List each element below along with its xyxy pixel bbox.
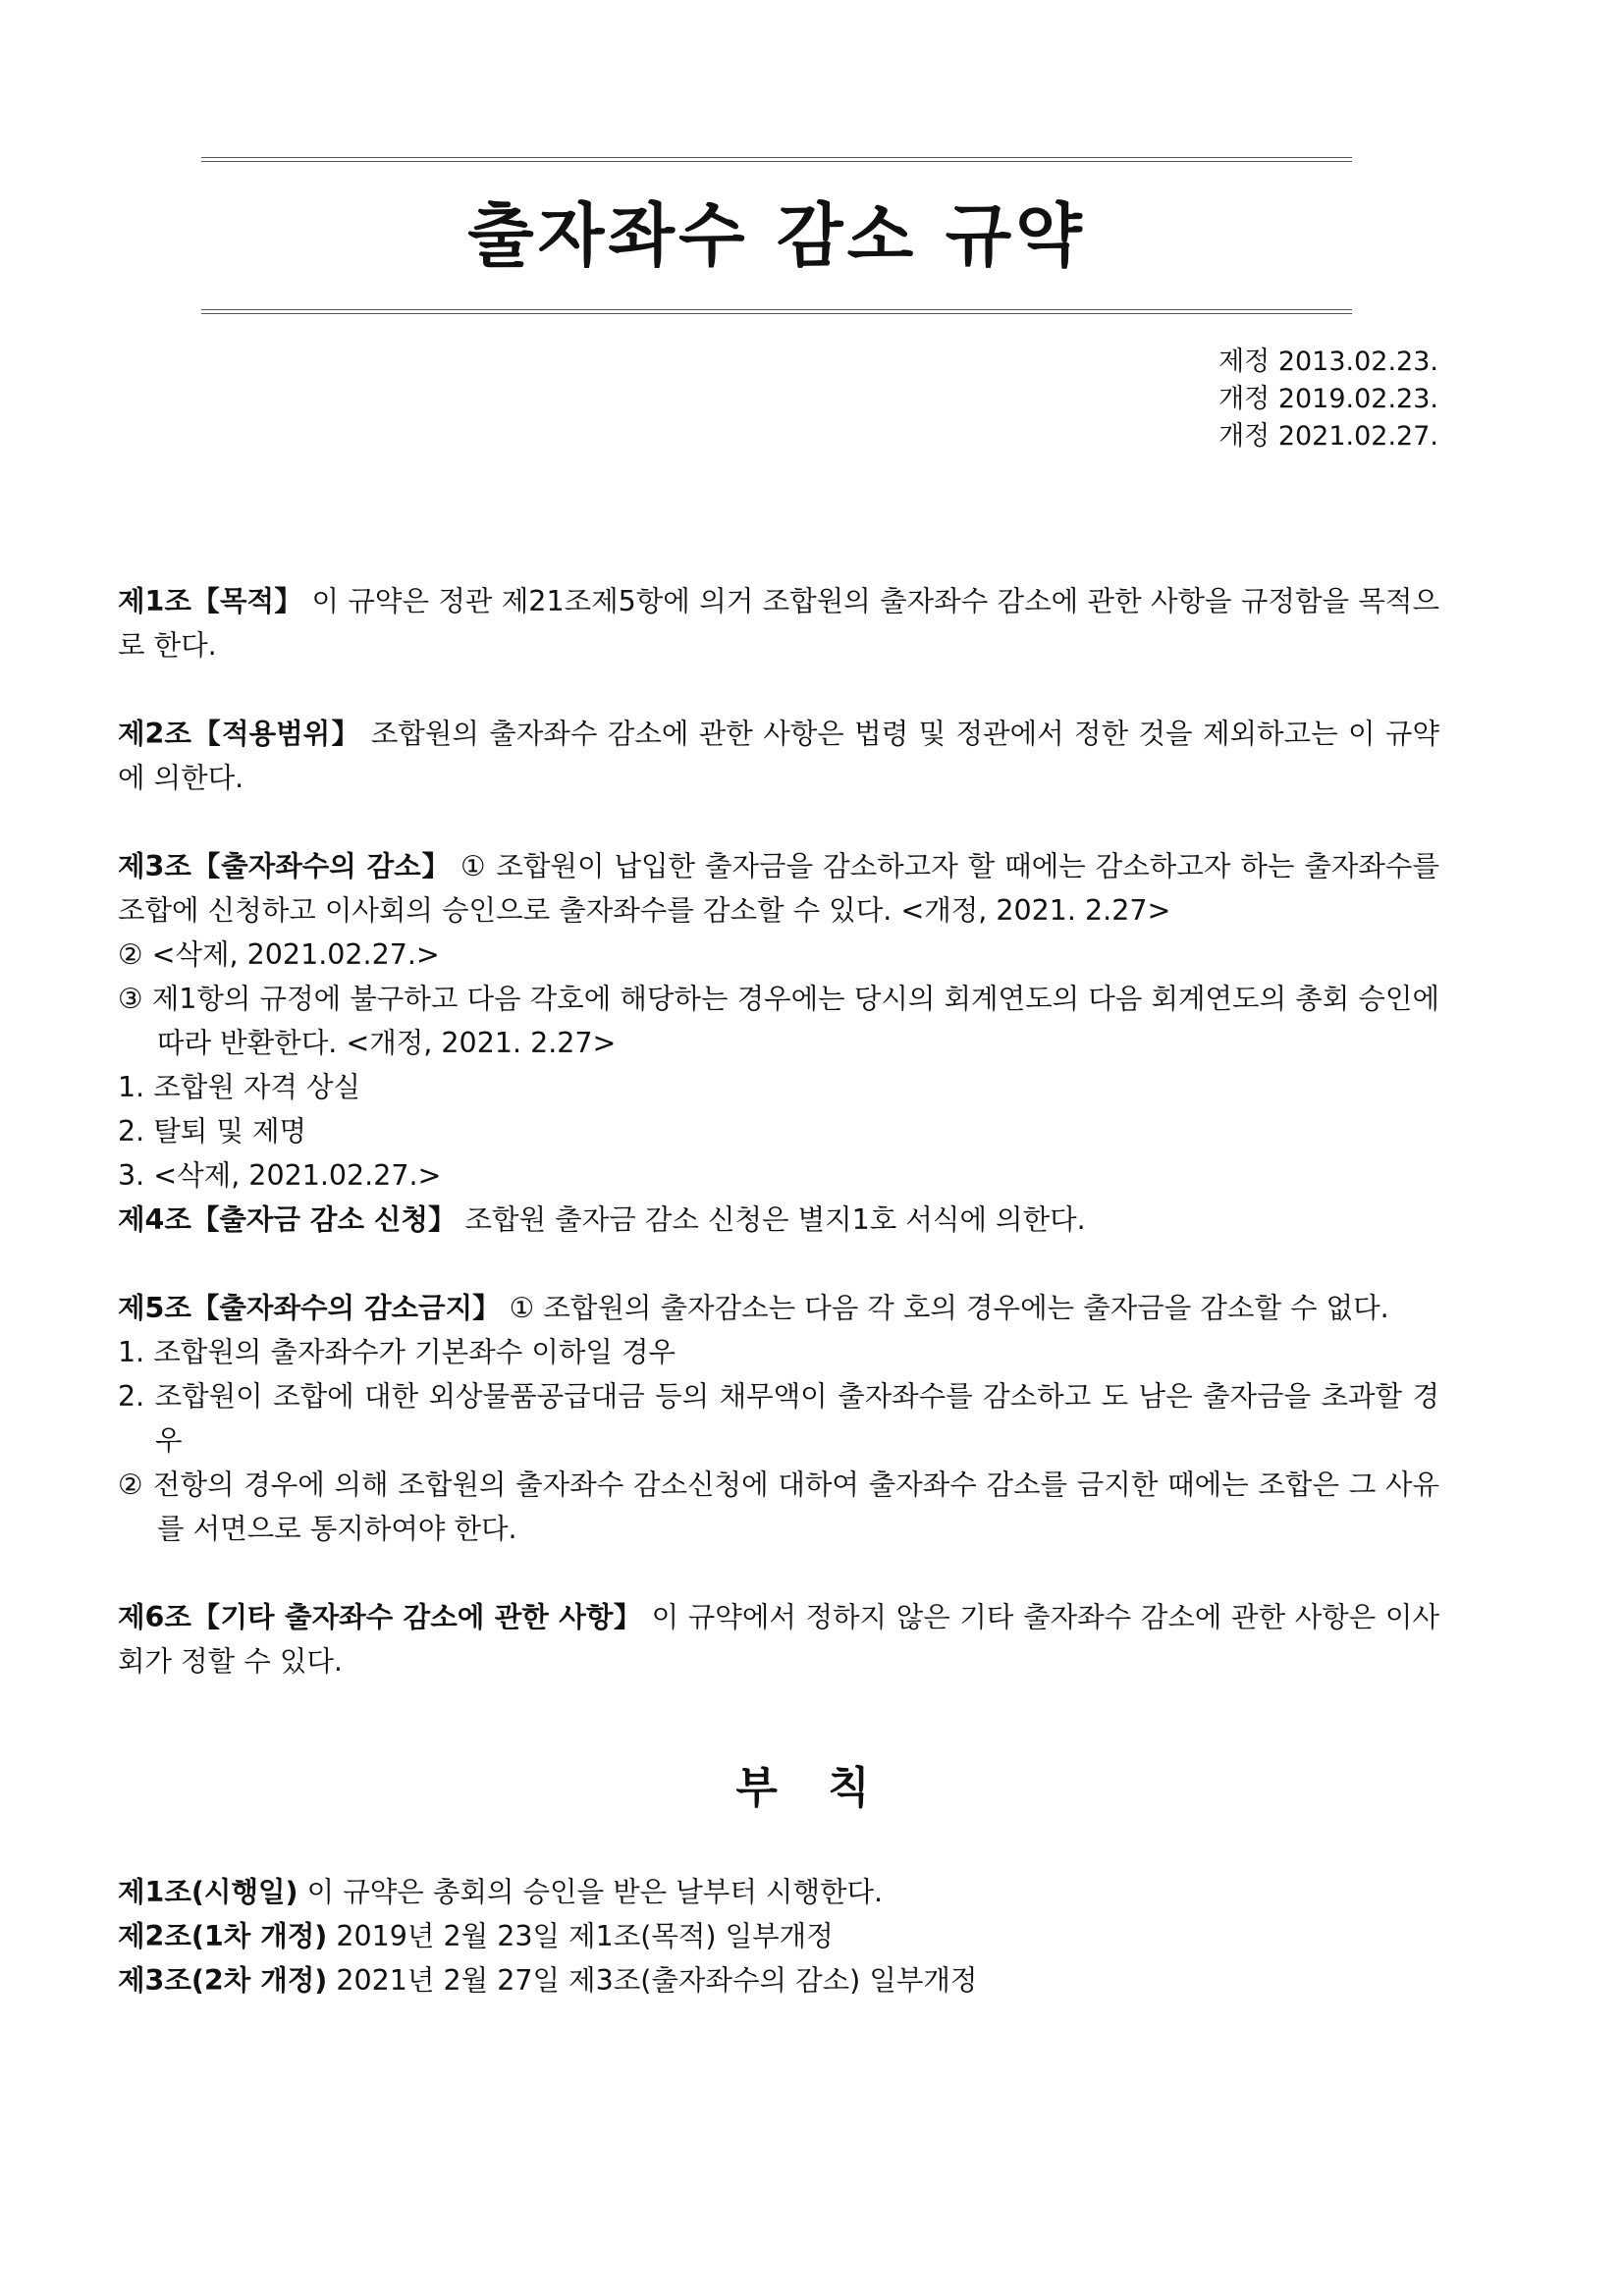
date-revised-2: 개정 2021.02.27.	[1218, 421, 1438, 452]
list-item: 2. 탈퇴 및 제명	[118, 1115, 307, 1148]
article-4	[118, 1198, 1439, 1242]
article-3-paragraph-2: ② <삭제, 2021.02.27.>	[118, 938, 440, 971]
title-rule-top	[201, 157, 1352, 162]
addenda-body	[118, 1870, 1439, 2002]
date-revised-1: 개정 2019.02.23.	[1218, 384, 1438, 414]
article-3	[118, 844, 1439, 933]
article-text: 조합원의 출자좌수 감소에 관한 사항은 법령 및 정관에서 정한 것을 제외하고는 이 규약에 의한다.	[118, 718, 1439, 794]
article-heading: 제6조【기타 출자좌수 감소에 관한 사항】	[118, 1601, 642, 1633]
article-heading: 제2조(1차 개정)	[118, 1920, 328, 1952]
article-heading: 제4조【출자금 감소 신청】	[118, 1203, 457, 1236]
article-heading: 제5조【출자좌수의 감소금지】	[118, 1292, 501, 1324]
addenda-article-3	[118, 1958, 1439, 2002]
article-heading: 제1조(시행일)	[118, 1876, 298, 1908]
addenda-article-1	[118, 1870, 1439, 1914]
article-text: 조합원 출자금 감소 신청은 별지1호 서식에 의한다.	[456, 1203, 1086, 1236]
date-enacted: 제정 2013.02.23.	[1218, 347, 1438, 377]
article-3-paragraph-3: ③ 제1항의 규정에 불구하고 다음 각호에 해당하는 경우에는 당시의 회계연도의 다음 회계연도의 총회 승인에 따라 반환한다. <개정, 2021. 2.27>	[118, 983, 1439, 1059]
article-text: ① 조합원의 출자감소는 다음 각 호의 경우에는 출자금을 감소할 수 없다.	[500, 1292, 1389, 1324]
list-item: 1. 조합원의 출자좌수가 기본좌수 이하일 경우	[118, 1336, 676, 1368]
list-item: 1. 조합원 자격 상실	[118, 1071, 361, 1103]
title-block	[201, 157, 1352, 314]
addenda-title: 부 칙	[735, 1763, 888, 1813]
article-heading: 제3조(2차 개정)	[118, 1964, 328, 1997]
article-text: 2021년 2월 27일 제3조(출자좌수의 감소) 일부개정	[327, 1964, 978, 1997]
article-1	[118, 579, 1439, 667]
article-heading: 제1조【목적】	[118, 585, 303, 617]
article-text: 이 규약은 총회의 승인을 받은 날부터 시행한다.	[298, 1876, 884, 1908]
article-heading: 제3조【출자좌수의 감소】	[118, 850, 452, 882]
document-title: 출자좌수 감소 규약	[467, 195, 1086, 276]
document-body	[118, 579, 1439, 1683]
list-item: 2. 조합원이 조합에 대한 외상물품공급대금 등의 채무액이 출자좌수를 감소하고 도 남은 출자금을 초과할 경우	[118, 1380, 1439, 1457]
article-text: 이 규약은 정관 제21조제5항에 의거 조합원의 출자좌수 감소에 관한 사항을 규정함을 목적으로 한다.	[118, 585, 1439, 662]
list-item: 3. <삭제, 2021.02.27.>	[118, 1159, 442, 1192]
addenda-article-2	[118, 1914, 1439, 1958]
article-5	[118, 1286, 1439, 1330]
article-text: 2019년 2월 23일 제1조(목적) 일부개정	[327, 1920, 834, 1952]
article-text: ① 조합원이 납입한 출자금을 감소하고자 할 때에는 감소하고자 하는 출자좌수를 조합에 신청하고 이사회의 승인으로 출자좌수를 감소할 수 있다. <개정, 2021. 2.27>	[118, 850, 1439, 927]
article-6	[118, 1595, 1439, 1683]
revision-dates	[1218, 344, 1438, 455]
article-text: 이 규약에서 정하지 않은 기타 출자좌수 감소에 관한 사항은 이사회가 정할 수 있다.	[118, 1601, 1439, 1678]
article-heading: 제2조【적용범위】	[118, 718, 361, 750]
article-2	[118, 712, 1439, 800]
article-5-paragraph-2: ② 전항의 경우에 의해 조합원의 출자좌수 감소신청에 대하여 출자좌수 감소를 금지한 때에는 조합은 그 사유를 서면으로 통지하여야 한다.	[118, 1468, 1439, 1545]
title-rule-bottom	[201, 309, 1352, 314]
